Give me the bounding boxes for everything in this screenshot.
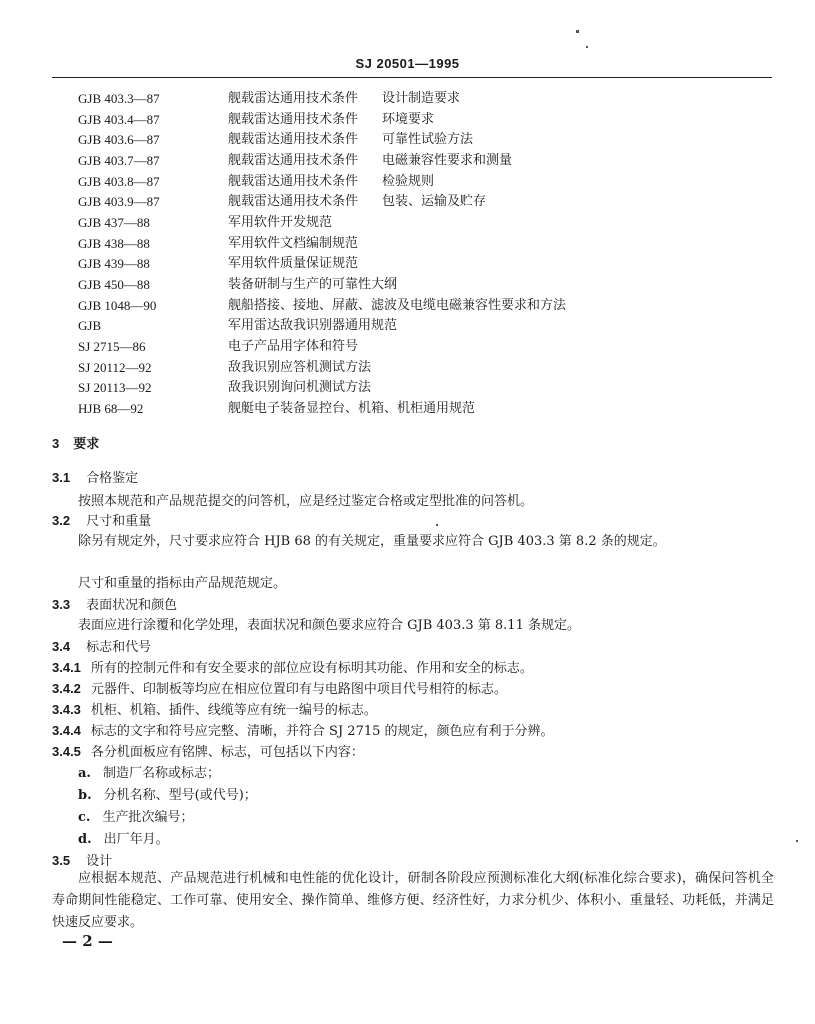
list-item-text: 分机名称、型号(或代号)；: [103, 788, 257, 803]
section-title: 表面状况和颜色: [86, 598, 178, 613]
reference-code: GJB: [78, 318, 102, 334]
section-3-1-text: 按照本规范和产品规范提交的问答机，应是经过鉴定合格或定型批准的问答机。: [78, 494, 534, 509]
section-number: 3.3: [52, 597, 71, 612]
section-3-2-heading: [52, 511, 151, 532]
list-item-text: 生产批次编号；: [102, 810, 194, 825]
clause-3-4-5: [52, 742, 364, 763]
reference-row: [0, 399, 815, 420]
reference-code: GJB 403.3—87: [78, 91, 160, 106]
reference-row: [0, 358, 815, 379]
list-marker: a.: [78, 766, 91, 781]
reference-title: 舰艇电子装备显控台、机箱、机柜通用规范: [228, 400, 476, 416]
section-3-3-heading: [52, 595, 177, 616]
section-3-1-heading: [52, 468, 138, 489]
section-3-heading: [52, 434, 99, 455]
section-number: 3.2: [52, 513, 71, 528]
list-marker: c.: [78, 810, 91, 825]
reference-row: [0, 213, 815, 234]
reference-title: 装备研制与生产的可靠性大纲: [228, 276, 398, 292]
reference-code: GJB 403.8—87: [78, 173, 160, 189]
reference-code: GJB 403.7—87: [78, 152, 160, 168]
clause-3-4-3: [52, 700, 377, 721]
section-3-4-heading: [52, 637, 151, 658]
clause-number: 3.4.5: [52, 744, 81, 759]
list-item-text: 制造厂名称或标志；: [102, 766, 220, 781]
reference-subtitle: 可靠性试验方法: [382, 132, 474, 148]
reference-row: [0, 378, 815, 399]
reference-title: 军用雷达敌我识别器通用规范: [228, 318, 398, 334]
reference-subtitle: 检验规则: [382, 173, 435, 189]
reference-code: GJB 403.6—87: [78, 132, 160, 148]
reference-code: GJB 438—88: [78, 235, 150, 251]
reference-row: [0, 89, 815, 110]
reference-code: GJB 437—88: [78, 214, 150, 230]
reference-row: [0, 234, 815, 255]
reference-title: 舰船搭接、接地、屏蔽、滤波及电缆电磁兼容性要求和方法: [228, 297, 567, 313]
clause-text: 各分机面板应有铭牌、标志，可包括以下内容：: [90, 745, 364, 760]
reference-title: 军用软件开发规范: [228, 214, 333, 230]
page-number: — 2 —: [62, 932, 113, 950]
reference-code: HJB 68—92: [78, 400, 144, 416]
reference-row: [0, 296, 815, 317]
clause-3-4-1: [52, 658, 533, 679]
section-number: 3.1: [52, 470, 71, 485]
reference-subtitle: 设计制造要求: [382, 91, 461, 106]
clause-3-4-4: [52, 721, 554, 742]
reference-title: 敌我识别询问机测试方法: [228, 380, 372, 396]
document-number-header: SJ 20501—1995: [355, 56, 460, 71]
scan-speck: [586, 46, 588, 48]
list-marker: d.: [78, 832, 92, 847]
reference-title: 电子产品用字体和符号: [228, 338, 359, 354]
reference-code: GJB 1048—90: [78, 297, 157, 313]
reference-title: 舰载雷达通用技术条件: [228, 132, 359, 148]
list-item-d: [78, 830, 169, 850]
reference-row: [0, 110, 815, 131]
reference-subtitle: 电磁兼容性要求和测量: [382, 152, 513, 168]
section-title: 标志和代号: [86, 640, 152, 655]
list-item-text: 出厂年月。: [103, 832, 169, 847]
section-title: 合格鉴定: [86, 471, 139, 486]
header-rule: [52, 77, 772, 78]
reference-code: SJ 2715—86: [78, 338, 146, 354]
section-title: 要求: [73, 437, 100, 452]
reference-row: [0, 172, 815, 193]
list-item-a: [78, 764, 220, 784]
scan-speck: [436, 524, 438, 526]
scan-speck: [576, 30, 579, 33]
reference-title: 舰载雷达通用技术条件: [228, 173, 359, 189]
section-3-5-text: 应根据本规范、产品规范进行机械和电性能的优化设计，研制各阶段应预测标准化大纲(标准化综合要求)，确保问答机全寿命期间性能稳定、工作可靠、使用安全、操作简单、维修方便、经济性好，力求分机少、体积小、重量轻、功耗低，并满足快速反应要求。: [52, 871, 774, 930]
reference-code: GJB 403.4—87: [78, 111, 160, 127]
list-item-b: [78, 786, 257, 806]
list-item-c: [78, 808, 193, 828]
clause-text: 元器件、印制板等均应在相应位置印有与电路图中项目代号相符的标志。: [90, 682, 507, 697]
scan-speck: [796, 840, 798, 842]
section-number: 3: [52, 436, 60, 451]
reference-title: 舰载雷达通用技术条件: [228, 194, 359, 210]
reference-row: [0, 151, 815, 172]
reference-row: [0, 130, 815, 151]
reference-title: 舰载雷达通用技术条件: [228, 111, 359, 127]
section-3-2-text: 除另有规定外，尺寸要求应符合 HJB 68 的有关规定，重量要求应符合 GJB 403.3 第 8.2 条的规定。: [78, 534, 666, 549]
reference-code: GJB 439—88: [78, 256, 150, 272]
reference-row: [0, 316, 815, 337]
clause-number: 3.4.4: [52, 723, 81, 738]
section-3-3-text: 表面应进行涂覆和化学处理，表面状况和颜色要求应符合 GJB 403.3 第 8.11 条规定。: [78, 618, 580, 633]
reference-code: GJB 403.9—87: [78, 194, 160, 210]
reference-row: [0, 337, 815, 358]
clause-number: 3.4.2: [52, 681, 81, 696]
section-number: 3.4: [52, 639, 71, 654]
clause-text: 标志的文字和符号应完整、清晰，并符合 SJ 2715 的规定，颜色应有利于分辨。: [90, 724, 554, 739]
section-3-2-note: 尺寸和重量的指标由产品规范规定。: [78, 576, 287, 591]
reference-code: GJB 450—88: [78, 276, 150, 292]
section-number: 3.5: [52, 853, 71, 868]
reference-row: [0, 254, 815, 275]
section-title: 设计: [86, 854, 113, 869]
reference-code: SJ 20113—92: [78, 380, 152, 396]
reference-title: 军用软件质量保证规范: [228, 256, 359, 272]
clause-number: 3.4.3: [52, 702, 81, 717]
reference-title: 敌我识别应答机测试方法: [228, 359, 372, 375]
reference-code: SJ 20112—92: [78, 359, 152, 375]
section-title: 尺寸和重量: [86, 514, 152, 529]
reference-title: 军用软件文档编制规范: [228, 235, 359, 251]
clause-number: 3.4.1: [52, 660, 81, 675]
clause-text: 机柜、机箱、插件、线缆等应有统一编号的标志。: [90, 703, 377, 718]
reference-row: [0, 192, 815, 213]
reference-subtitle: 环境要求: [382, 111, 435, 127]
reference-subtitle: 包装、运输及贮存: [382, 194, 487, 210]
list-marker: b.: [78, 788, 92, 803]
reference-standards-list: [0, 89, 815, 420]
reference-title: 舰载雷达通用技术条件: [228, 152, 359, 168]
clause-3-4-2: [52, 679, 507, 700]
clause-text: 所有的控制元件和有安全要求的部位应设有标明其功能、作用和安全的标志。: [90, 661, 533, 676]
reference-row: [0, 275, 815, 296]
reference-title: 舰载雷达通用技术条件: [228, 91, 359, 106]
